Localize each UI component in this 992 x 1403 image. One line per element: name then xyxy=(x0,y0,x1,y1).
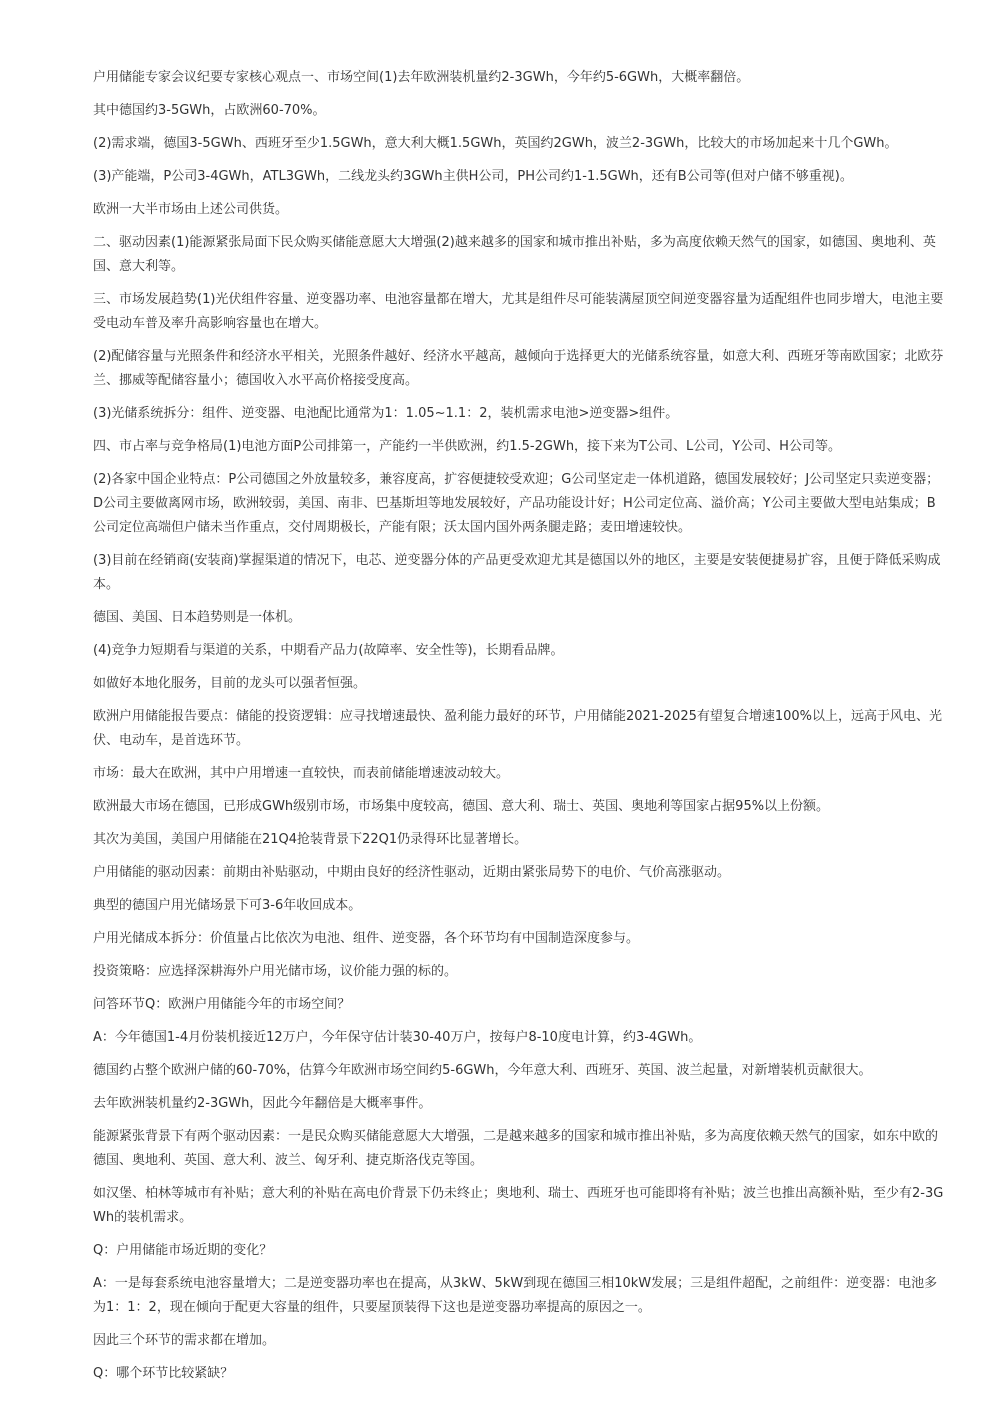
paragraph: (2)需求端，德国3-5GWh、西班牙至少1.5GWh，意大利大概1.5GWh，英国约2GWh，波兰2-3GWh，比较大的市场加起来十几个GWh。 xyxy=(93,136,898,151)
paragraph: 能源紧张背景下有两个驱动因素：一是民众购买储能意愿大大增强，二是越来越多的国家和城市推出补贴，多为高度依赖天然气的国家，如东中欧的德国、奥地利、英国、意大利、波兰、匈牙利、捷克斯洛伐克等国。 xyxy=(93,1129,939,1168)
paragraph: (4)竞争力短期看与渠道的关系，中期看产品力(故障率、安全性等)，长期看品牌。 xyxy=(93,643,564,658)
paragraph: (3)光储系统拆分：组件、逆变器、电池配比通常为1：1.05~1.1：2，装机需求电池>逆变器>组件。 xyxy=(93,406,679,421)
paragraph: 德国、美国、日本趋势则是一体机。 xyxy=(93,610,302,625)
paragraph: 四、市占率与竞争格局(1)电池方面P公司排第一，产能约一半供欧洲，约1.5-2GWh，接下来为T公司、L公司，Y公司、H公司等。 xyxy=(93,439,841,454)
paragraph: 其中德国约3-5GWh，占欧洲60-70%。 xyxy=(93,103,326,118)
paragraph: 户用光储成本拆分：价值量占比依次为电池、组件、逆变器，各个环节均有中国制造深度参与。 xyxy=(93,931,640,946)
paragraph: 欧洲一大半市场由上述公司供货。 xyxy=(93,202,289,217)
paragraph: (3)目前在经销商(安装商)掌握渠道的情况下，电芯、逆变器分体的产品更受欢迎尤其是德国以外的地区，主要是安装便捷易扩容，且便于降低采购成本。 xyxy=(93,553,941,592)
paragraph: 德国约占整个欧洲户储的60-70%，估算今年欧洲市场空间约5-6GWh，今年意大利、西班牙、英国、波兰起量，对新增装机贡献很大。 xyxy=(93,1063,872,1078)
paragraph: (2)各家中国企业特点：P公司德国之外放量较多，兼容度高，扩容便捷较受欢迎；G公司坚定走一体机道路，德国发展较好；J公司坚定只卖逆变器；D公司主要做离网市场，欧洲较弱，美国、南非、巴基斯坦等地发展较好，产品功能设计好；H公司定位高、溢价高；Y公司主要做大型电站集成；B公司定位高端但户储未当作重点，交付周期极长，产能有限；沃太国内国外两条腿走路；麦田增速较快。 xyxy=(93,472,940,535)
paragraph: 欧洲最大市场在德国，已形成GWh级别市场，市场集中度较高，德国、意大利、瑞士、英国、奥地利等国家占据95%以上份额。 xyxy=(93,799,830,814)
paragraph: 户用储能的驱动因素：前期由补贴驱动，中期由良好的经济性驱动，近期由紧张局势下的电价、气价高涨驱动。 xyxy=(93,865,731,880)
paragraph: (3)产能端，P公司3-4GWh，ATL3GWh，二线龙头约3GWh主供H公司，PH公司约1-1.5GWh，还有B公司等(但对户储不够重视)。 xyxy=(93,169,853,184)
paragraph: (2)配储容量与光照条件和经济水平相关，光照条件越好、经济水平越高，越倾向于选择更大的光储系统容量，如意大利、西班牙等南欧国家；北欧芬兰、挪威等配储容量小；德国收入水平高价格接受度高。 xyxy=(93,349,944,388)
paragraph: A：今年德国1-4月份装机接近12万户，今年保守估计装30-40万户，按每户8-10度电计算，约3-4GWh。 xyxy=(93,1030,702,1045)
paragraph: 欧洲户用储能报告要点：储能的投资逻辑：应寻找增速最快、盈利能力最好的环节，户用储能2021-2025有望复合增速100%以上，远高于风电、光伏、电动车，是首选环节。 xyxy=(93,709,943,748)
paragraph: 其次为美国，美国户用储能在21Q4抢装背景下22Q1仍录得环比显著增长。 xyxy=(93,832,528,847)
document-body xyxy=(93,66,945,1395)
paragraph: 如做好本地化服务，目前的龙头可以强者恒强。 xyxy=(93,676,367,691)
paragraph: Q：户用储能市场近期的变化？ xyxy=(93,1243,273,1258)
paragraph: 去年欧洲装机量约2-3GWh，因此今年翻倍是大概率事件。 xyxy=(93,1096,432,1111)
paragraph: 投资策略：应选择深耕海外户用光储市场，议价能力强的标的。 xyxy=(93,964,458,979)
paragraph: Q：哪个环节比较紧缺？ xyxy=(93,1366,234,1381)
paragraph: 市场：最大在欧洲，其中户用增速一直较快，而表前储能增速波动较大。 xyxy=(93,766,510,781)
paragraph: 户用储能专家会议纪要专家核心观点一、市场空间(1)去年欧洲装机量约2-3GWh，今年约5-6GWh，大概率翻倍。 xyxy=(93,70,750,85)
paragraph: 二、驱动因素(1)能源紧张局面下民众购买储能意愿大大增强(2)越来越多的国家和城市推出补贴，多为高度依赖天然气的国家，如德国、奥地利、英国、意大利等。 xyxy=(93,235,936,274)
paragraph: 如汉堡、柏林等城市有补贴；意大利的补贴在高电价背景下仍未终止；奥地利、瑞士、西班牙也可能即将有补贴；波兰也推出高额补贴，至少有2-3GWh的装机需求。 xyxy=(93,1186,944,1225)
paragraph: 典型的德国户用光储场景下可3-6年收回成本。 xyxy=(93,898,362,913)
paragraph: 因此三个环节的需求都在增加。 xyxy=(93,1333,276,1348)
paragraph: 问答环节Q：欧洲户用储能今年的市场空间？ xyxy=(93,997,351,1012)
paragraph: A：一是每套系统电池容量增大；二是逆变器功率也在提高，从3kW、5kW到现在德国三相10kW发展；三是组件超配，之前组件：逆变器：电池多为1：1：2，现在倾向于配更大容量的组件，只要屋顶装得下这也是逆变器功率提高的原因之一。 xyxy=(93,1276,938,1315)
paragraph: 三、市场发展趋势(1)光伏组件容量、逆变器功率、电池容量都在增大，尤其是组件尽可能装满屋顶空间逆变器容量为适配组件也同步增大，电池主要受电动车普及率升高影响容量也在增大。 xyxy=(93,292,944,331)
